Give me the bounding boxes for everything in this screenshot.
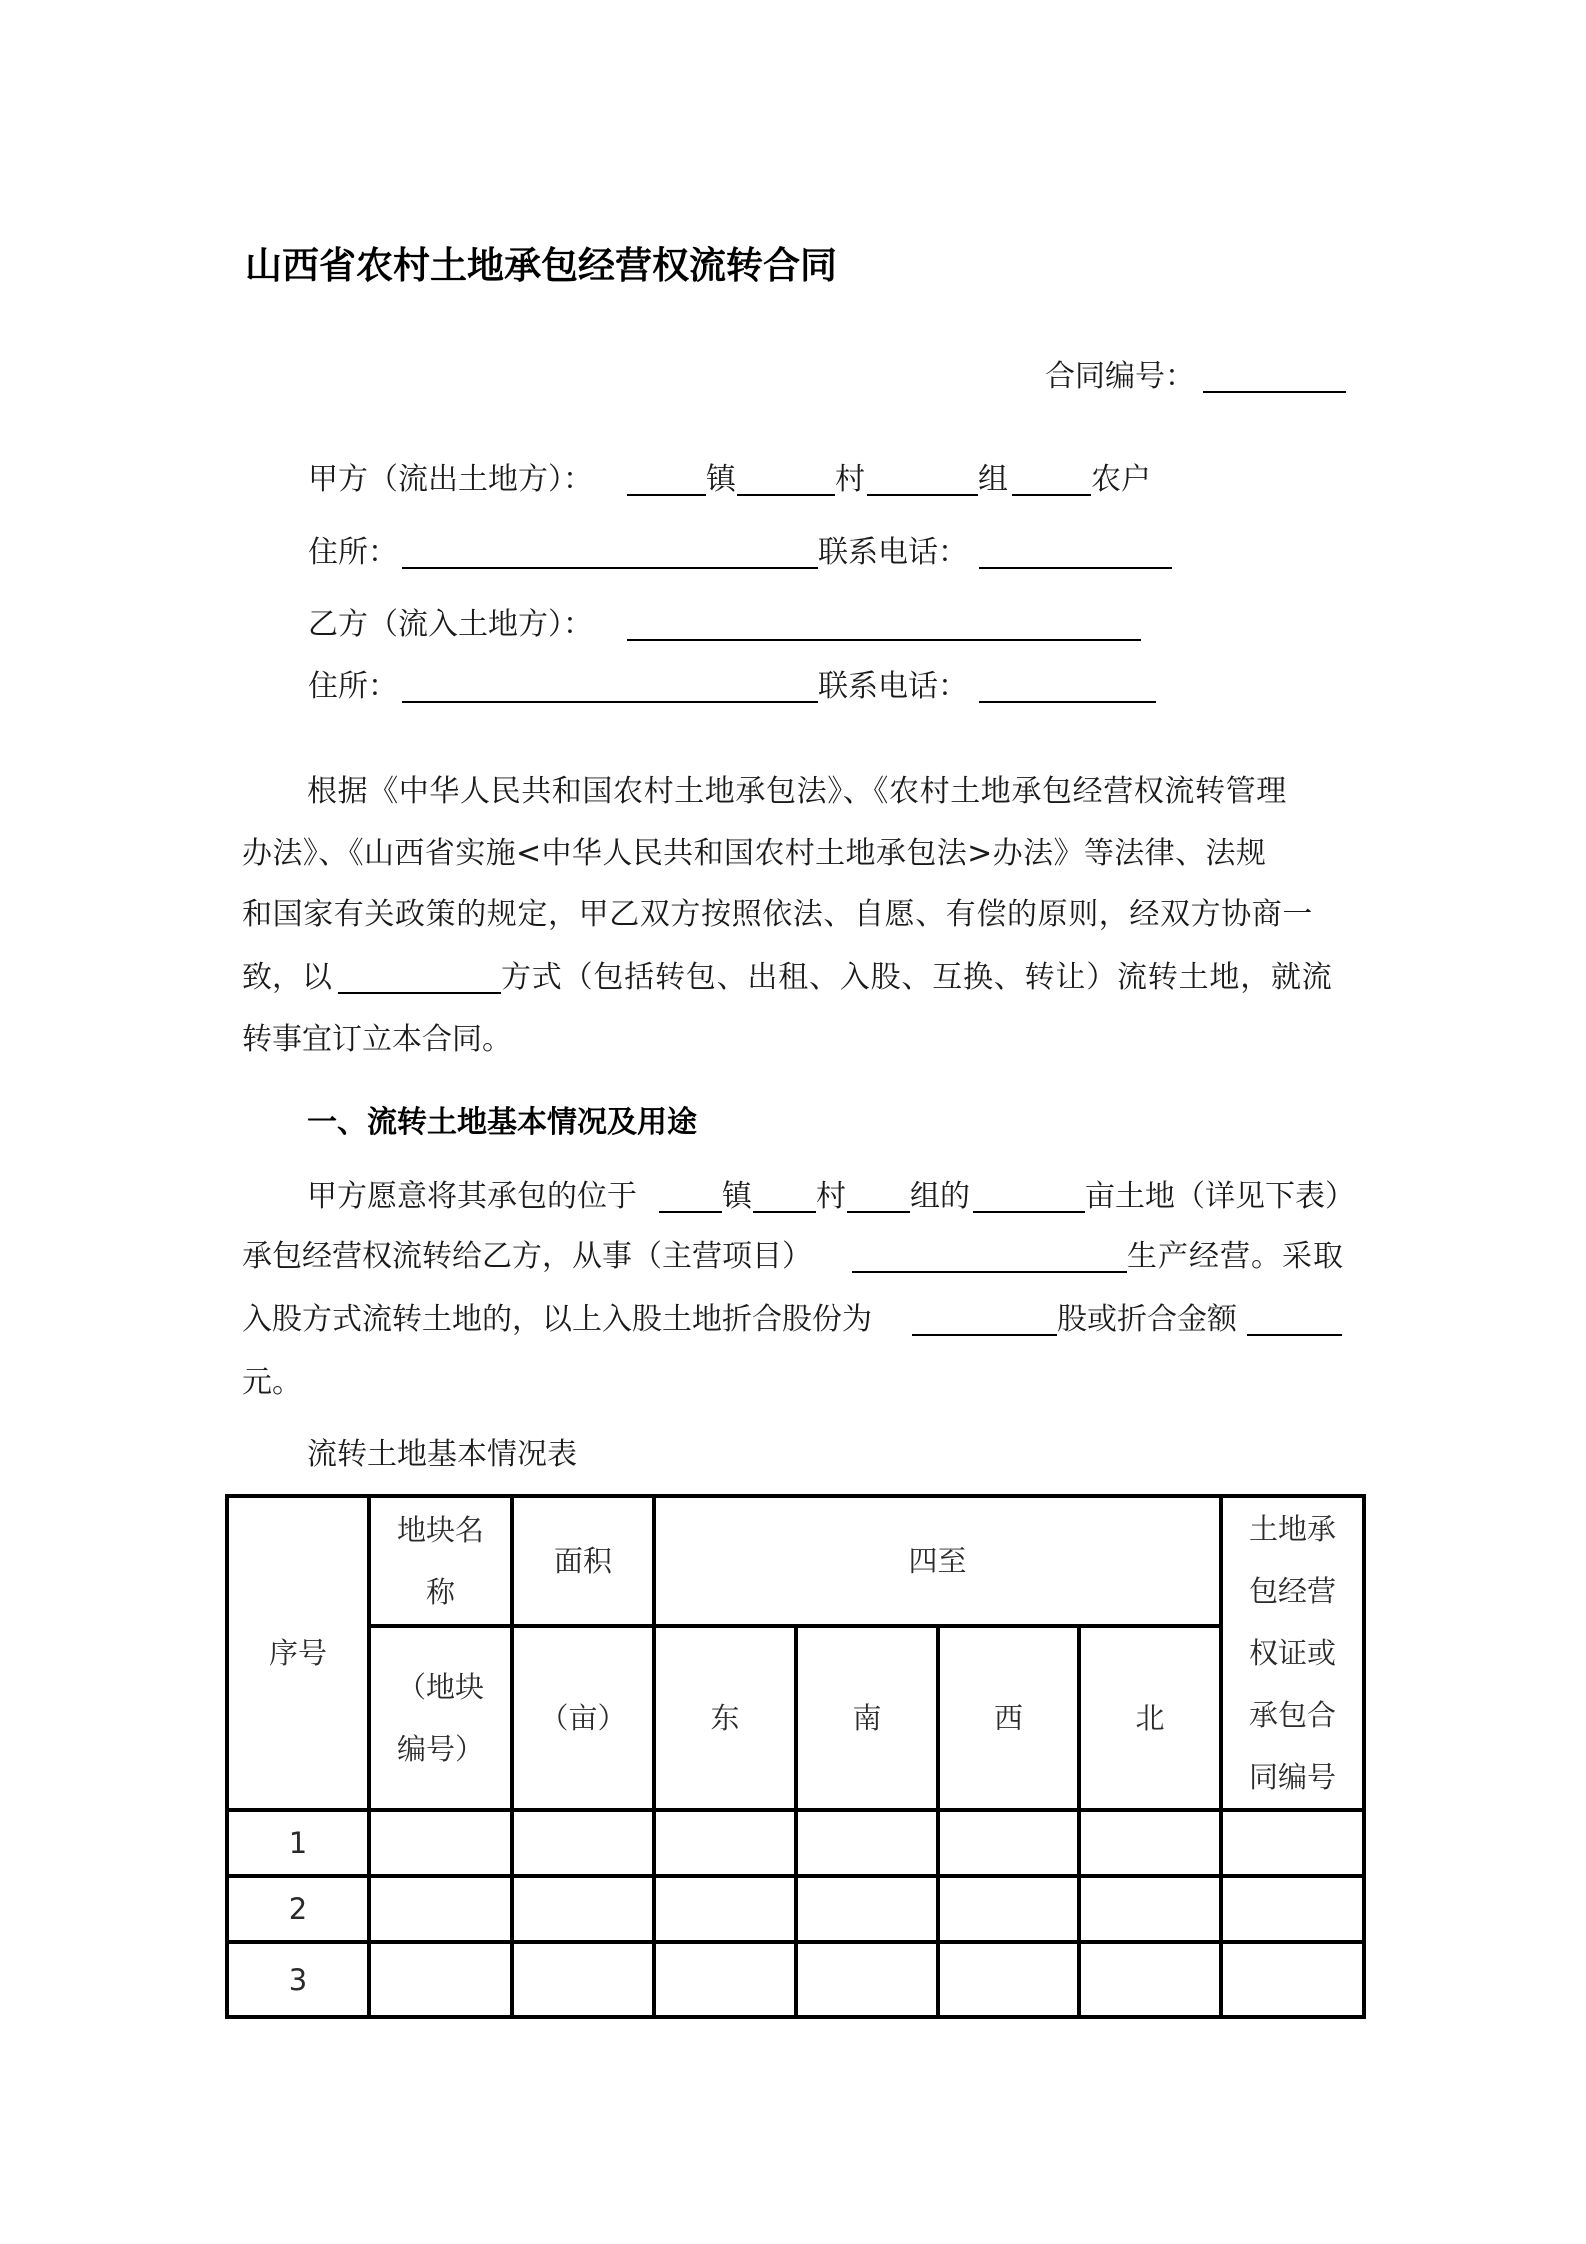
cell-north[interactable]	[1079, 1942, 1221, 2017]
location-town-suffix: 镇	[722, 1179, 752, 1214]
party-b-address-row	[308, 667, 1156, 707]
header-plot-name-label	[397, 1499, 484, 1623]
business-suffix: 生产经营。采取	[1127, 1239, 1344, 1274]
village-suffix: 村	[835, 462, 865, 497]
contract-number-label: 合同编号：	[1045, 359, 1195, 394]
preamble-line: 办法》、《山西省实施<中华人民共和国农村土地承包法>办法》等法律、法规	[242, 836, 1267, 871]
preamble-line: 转事宜订立本合同。	[242, 1022, 512, 1057]
party-a-row	[308, 460, 1151, 500]
document-title: 山西省农村土地承包经营权流转合同	[245, 244, 837, 287]
preamble-line: 根据《中华人民共和国农村土地承包法》、《农村土地承包经营权流转管理	[307, 774, 1287, 809]
party-b-address-field[interactable]	[402, 667, 818, 703]
location-town-field[interactable]	[659, 1177, 722, 1213]
location-village-suffix: 村	[816, 1179, 846, 1214]
contract-number-field[interactable]	[1203, 357, 1346, 393]
header-boundaries-label: 四至	[908, 1544, 967, 1579]
section-1-line: 元。	[242, 1365, 302, 1400]
cell-west[interactable]	[938, 1942, 1079, 2017]
table-row	[227, 1876, 1364, 1942]
party-b-address-label: 住所：	[308, 669, 398, 704]
table-row	[227, 1810, 1364, 1876]
header-west	[938, 1626, 1079, 1810]
area-mu-field[interactable]	[973, 1177, 1085, 1213]
header-text: 编号）	[396, 1732, 484, 1767]
header-text: （地块	[396, 1670, 484, 1705]
preamble-line	[242, 958, 1333, 998]
table-row	[227, 1942, 1364, 2017]
header-east	[654, 1626, 796, 1810]
area-suffix: 亩土地（详见下表）	[1085, 1179, 1355, 1214]
cell-north[interactable]	[1079, 1876, 1221, 1942]
cell-south[interactable]	[796, 1876, 938, 1942]
preamble-line: 和国家有关政策的规定，甲乙双方按照依法、自愿、有偿的原则，经双方协商一	[242, 897, 1313, 932]
header-north-label: 北	[1135, 1701, 1165, 1736]
header-south-label: 南	[852, 1701, 882, 1736]
header-seq-label: 序号	[268, 1636, 327, 1670]
group-suffix: 组	[978, 462, 1008, 497]
amount-field[interactable]	[1247, 1300, 1342, 1336]
location-group-suffix: 组的	[910, 1179, 970, 1214]
town-suffix: 镇	[706, 462, 736, 497]
header-text: 称	[425, 1575, 455, 1610]
cell-cert[interactable]	[1221, 1810, 1364, 1876]
header-area-unit	[512, 1626, 654, 1810]
cell-east[interactable]	[654, 1876, 796, 1942]
cell-north[interactable]	[1079, 1810, 1221, 1876]
header-seq	[227, 1496, 369, 1810]
shares-mid: 股或折合金额	[1057, 1302, 1237, 1337]
header-text: 包经营	[1248, 1574, 1336, 1608]
shares-prefix: 入股方式流转土地的，以上入股土地折合股份为	[242, 1302, 872, 1337]
main-project-field[interactable]	[852, 1237, 1127, 1273]
header-north	[1079, 1626, 1221, 1810]
cell-cert[interactable]	[1221, 1942, 1364, 2017]
cell-west[interactable]	[938, 1876, 1079, 1942]
cell-plot[interactable]	[369, 1876, 512, 1942]
header-plot-number-label	[397, 1656, 484, 1780]
section-1-line	[307, 1177, 1355, 1217]
shares-field[interactable]	[912, 1300, 1057, 1336]
preamble-method-suffix: 方式（包括转包、出租、入股、互换、转让）流转土地，就流	[501, 960, 1333, 995]
header-text: 权证或	[1248, 1636, 1336, 1670]
header-west-label: 西	[993, 1701, 1023, 1736]
party-a-phone-field[interactable]	[979, 533, 1172, 569]
header-text: 承包合	[1248, 1698, 1336, 1732]
cell-south[interactable]	[796, 1942, 938, 2017]
cell-south[interactable]	[796, 1810, 938, 1876]
cell-area[interactable]	[512, 1810, 654, 1876]
header-plot-number	[369, 1626, 512, 1810]
header-area-label: 面积	[553, 1544, 612, 1579]
party-a-town-field[interactable]	[627, 460, 706, 496]
header-area-unit-label: （亩）	[539, 1701, 627, 1736]
section-1-line	[242, 1300, 1342, 1340]
table-subheader-row	[227, 1626, 1364, 1810]
party-b-phone-label: 联系电话：	[818, 669, 968, 704]
table-header-row	[227, 1496, 1364, 1626]
contract-number-row	[1045, 357, 1346, 397]
preamble-method-prefix: 致，以	[242, 960, 332, 995]
header-east-label: 东	[710, 1701, 740, 1736]
cell-cert[interactable]	[1221, 1876, 1364, 1942]
header-text: 土地承	[1248, 1512, 1336, 1546]
cell-west[interactable]	[938, 1810, 1079, 1876]
party-a-address-row	[308, 533, 1172, 573]
header-text: 同编号	[1248, 1760, 1336, 1794]
party-a-phone-label: 联系电话：	[818, 535, 968, 570]
party-a-group-field[interactable]	[867, 460, 978, 496]
location-group-field[interactable]	[847, 1177, 910, 1213]
location-village-field[interactable]	[753, 1177, 816, 1213]
cell-area[interactable]	[512, 1876, 654, 1942]
header-text: 地块名	[396, 1513, 484, 1548]
transfer-method-field[interactable]	[338, 958, 501, 994]
header-boundaries	[654, 1496, 1221, 1626]
cell-east[interactable]	[654, 1810, 796, 1876]
party-a-address-field[interactable]	[402, 533, 818, 569]
section-1-heading: 一、流转土地基本情况及用途	[307, 1105, 697, 1140]
header-south	[796, 1626, 938, 1810]
table-caption: 流转土地基本情况表	[307, 1437, 577, 1472]
header-certificate	[1221, 1496, 1364, 1810]
cell-seq: 2	[227, 1876, 369, 1942]
cell-area[interactable]	[512, 1942, 654, 2017]
cell-seq: 1	[227, 1810, 369, 1876]
header-area	[512, 1496, 654, 1626]
location-prefix: 甲方愿意将其承包的位于	[307, 1179, 637, 1214]
party-a-household-field[interactable]	[1012, 460, 1091, 496]
section-1-line	[242, 1237, 1344, 1277]
cell-seq: 3	[227, 1942, 369, 2017]
header-certificate-label	[1249, 1498, 1336, 1808]
party-b-name-field[interactable]	[627, 605, 1141, 641]
party-a-address-label: 住所：	[308, 535, 398, 570]
business-prefix: 承包经营权流转给乙方，从事（主营项目）	[242, 1239, 812, 1274]
land-info-table	[225, 1494, 1366, 2019]
party-b-row	[308, 605, 1141, 645]
party-b-phone-field[interactable]	[979, 667, 1156, 703]
cell-east[interactable]	[654, 1942, 796, 2017]
cell-plot[interactable]	[369, 1810, 512, 1876]
household-suffix: 农户	[1091, 462, 1151, 497]
party-b-label: 乙方（流入土地方）：	[308, 607, 593, 642]
party-a-village-field[interactable]	[737, 460, 835, 496]
cell-plot[interactable]	[369, 1942, 512, 2017]
header-plot-name	[369, 1496, 512, 1626]
party-a-label: 甲方（流出土地方）：	[308, 462, 593, 497]
